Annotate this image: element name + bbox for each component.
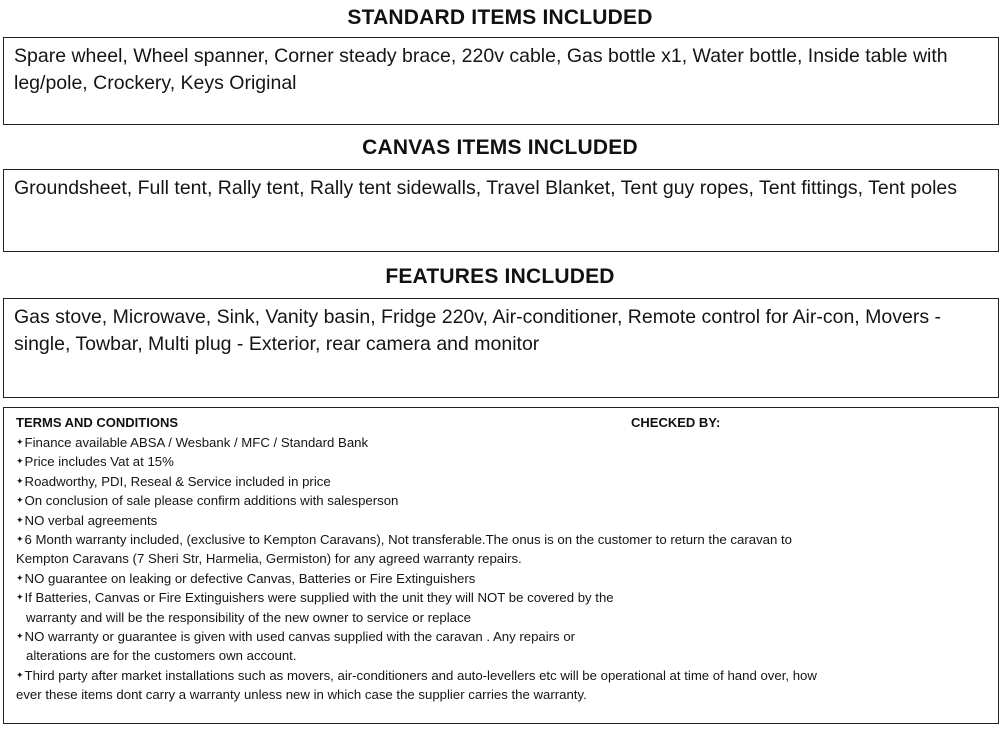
bullet-icon: ✦ (16, 534, 24, 545)
terms-item-text: Third party after market installations such as movers, air-conditioners and auto-levellers etc will be operational at time of hand over, how (24, 667, 817, 683)
features-text: Gas stove, Microwave, Sink, Vanity basin, Fridge 220v, Air-conditioner, Remote control for Air-con, Movers - single, Towbar, Multi plug - Exterior, rear camera and monitor (14, 306, 941, 355)
terms-item-text: NO verbal agreements (24, 512, 158, 528)
terms-item (16, 627, 986, 666)
terms-item (16, 569, 986, 588)
terms-item (16, 491, 986, 510)
bullet-icon: ✦ (16, 456, 24, 467)
terms-item-continuation: alterations are for the customers own account. (26, 648, 297, 664)
terms-item-text: NO warranty or guarantee is given with used canvas supplied with the caravan . Any repairs or (24, 629, 576, 645)
bullet-icon: ✦ (16, 592, 24, 603)
terms-item (16, 472, 986, 491)
terms-item-text: Roadworthy, PDI, Reseal & Service included in price (24, 473, 331, 489)
features-box (3, 298, 999, 398)
bullet-icon: ✦ (16, 495, 24, 506)
terms-item (16, 511, 986, 530)
terms-item-continuation: Kempton Caravans (7 Sheri Str, Harmelia, Germiston) for any agreed warranty repairs. (16, 551, 522, 567)
terms-item-text: 6 Month warranty included, (exclusive to Kempton Caravans), Not transferable.The onus is on the customer to return the caravan to (24, 532, 793, 548)
checked-by-label: CHECKED BY: (631, 415, 721, 430)
features-heading: FEATURES INCLUDED (385, 265, 615, 288)
terms-item-text: On conclusion of sale please confirm additions with salesperson (24, 493, 399, 509)
bullet-icon: ✦ (16, 572, 24, 583)
canvas-items-box (3, 169, 999, 252)
terms-title: TERMS AND CONDITIONS (16, 415, 179, 430)
standard-items-box (3, 37, 999, 125)
canvas-items-text: Groundsheet, Full tent, Rally tent, Rally tent sidewalls, Travel Blanket, Tent guy ropes, Tent fittings, Tent poles (14, 177, 957, 199)
terms-list (16, 433, 986, 705)
bullet-icon: ✦ (16, 669, 24, 680)
terms-item-continuation: warranty and will be the responsibility of the new owner to service or replace (26, 609, 471, 625)
standard-items-text: Spare wheel, Wheel spanner, Corner steady brace, 220v cable, Gas bottle x1, Water bottle, Inside table with leg/pole, Crockery, Keys Original (14, 45, 948, 94)
bullet-icon: ✦ (16, 631, 24, 642)
terms-item-text: If Batteries, Canvas or Fire Extinguishers were supplied with the unit they will NOT be covered by the (24, 590, 614, 606)
terms-item (16, 666, 986, 705)
terms-item-text: NO guarantee on leaking or defective Canvas, Batteries or Fire Extinguishers (24, 570, 476, 586)
terms-item-text: Price includes Vat at 15% (24, 454, 174, 470)
terms-item-text: Finance available ABSA / Wesbank / MFC / Standard Bank (24, 435, 369, 450)
terms-item (16, 452, 986, 471)
bullet-icon: ✦ (16, 475, 24, 486)
terms-item (16, 530, 986, 569)
standard-items-heading: STANDARD ITEMS INCLUDED (347, 6, 653, 29)
bullet-icon: ✦ (16, 437, 24, 447)
terms-box (3, 407, 999, 724)
bullet-icon: ✦ (16, 514, 24, 525)
terms-item-continuation: ever these items dont carry a warranty unless new in which case the supplier carries the warranty. (16, 687, 587, 703)
terms-item (16, 588, 986, 627)
canvas-items-heading: CANVAS ITEMS INCLUDED (362, 136, 638, 159)
terms-item (16, 433, 986, 452)
